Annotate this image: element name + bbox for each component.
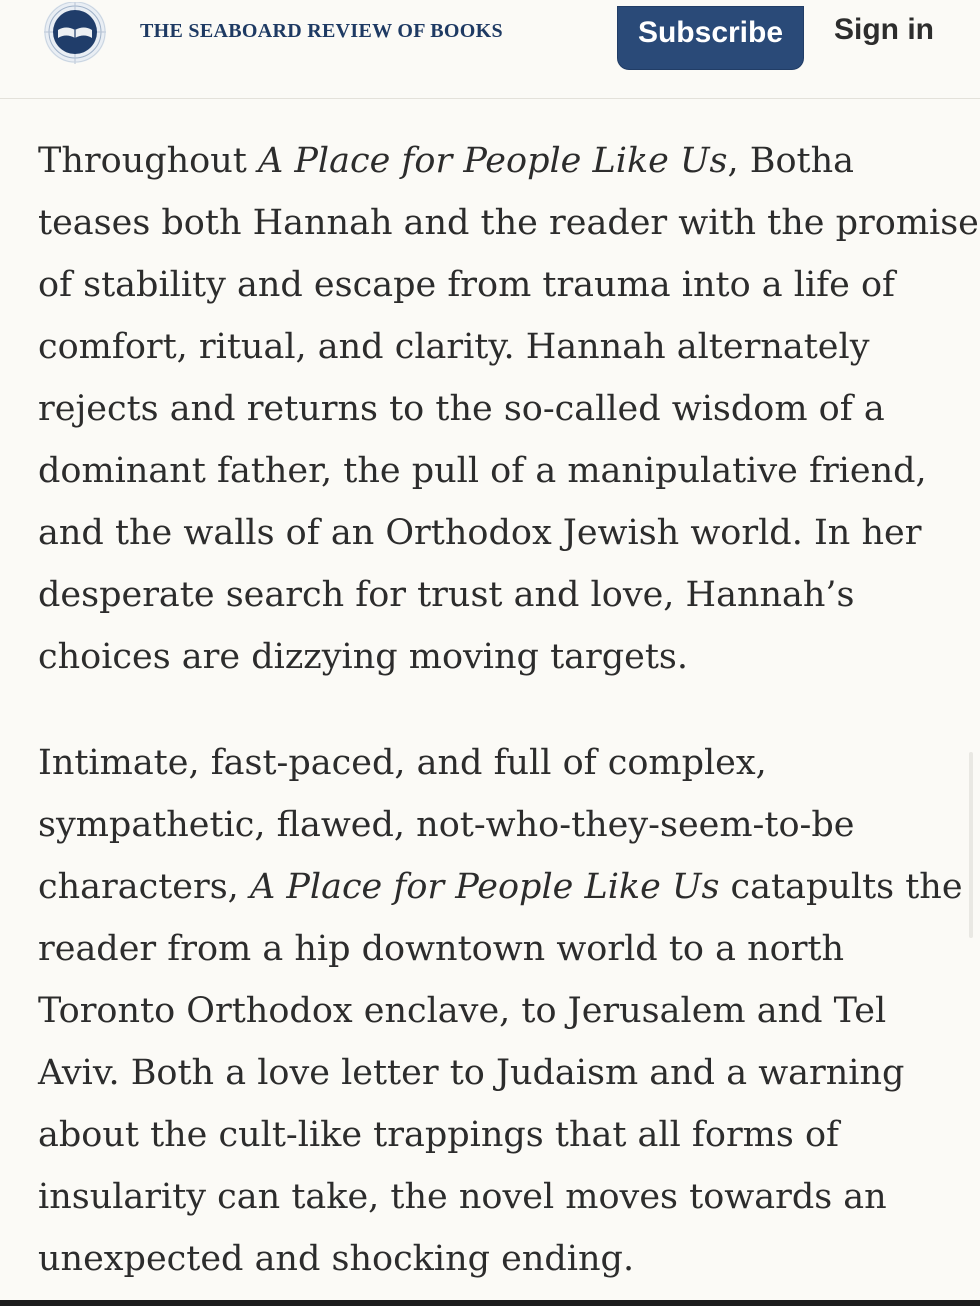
sign-in-link[interactable]: Sign in: [834, 13, 934, 46]
text-line: and the walls of an Orthodox Jewish world. In her: [38, 513, 922, 553]
text-line: Aviv. Both a love letter to Judaism and a warning: [38, 1053, 905, 1093]
text-line: Toronto Orthodox enclave, to Jerusalem and Tel: [38, 991, 887, 1031]
text-line: choices are dizzying moving targets.: [38, 637, 688, 677]
text-line: sympathetic, flawed, not-who-they-seem-to-be: [38, 805, 855, 845]
scrollbar[interactable]: [969, 752, 973, 938]
subscribe-button[interactable]: Subscribe: [617, 6, 804, 70]
text-run: catapults the: [719, 867, 963, 907]
text-line: rejects and returns to the so-called wisdom of a: [38, 389, 885, 429]
text-run: characters,: [38, 867, 250, 907]
text-line: unexpected and shocking ending.: [38, 1239, 635, 1279]
text-line: [38, 130, 948, 192]
book-title: A Place for People Like Us: [257, 141, 728, 181]
text-line: desperate search for trust and love, Hannah’s: [38, 575, 855, 615]
text-line: teases both Hannah and the reader with the promise: [38, 203, 979, 243]
text-line: [38, 856, 963, 918]
text-line: dominant father, the pull of a manipulative friend,: [38, 451, 927, 491]
text-line: Intimate, fast-paced, and full of complex,: [38, 743, 767, 783]
text-line: comfort, ritual, and clarity. Hannah alternately: [38, 327, 870, 367]
book-title: A Place for People Like Us: [249, 867, 720, 907]
article-body: [38, 130, 979, 1290]
text-line: of stability and escape from trauma into a life of: [38, 265, 895, 305]
article-paragraph: [38, 130, 979, 688]
site-brand-name[interactable]: THE SEABOARD REVIEW OF BOOKS: [140, 20, 503, 42]
text-run: , Botha: [727, 141, 854, 181]
text-run: Throughout: [38, 141, 258, 181]
article-paragraph: [38, 732, 963, 1290]
site-header: [0, 0, 980, 99]
compass-rose-book-icon[interactable]: [40, 2, 110, 66]
text-line: reader from a hip downtown world to a north: [38, 929, 845, 969]
text-line: about the cult-like trappings that all forms of: [38, 1115, 839, 1155]
text-line: insularity can take, the novel moves towards an: [38, 1177, 887, 1217]
bottom-edge: [0, 1300, 980, 1306]
